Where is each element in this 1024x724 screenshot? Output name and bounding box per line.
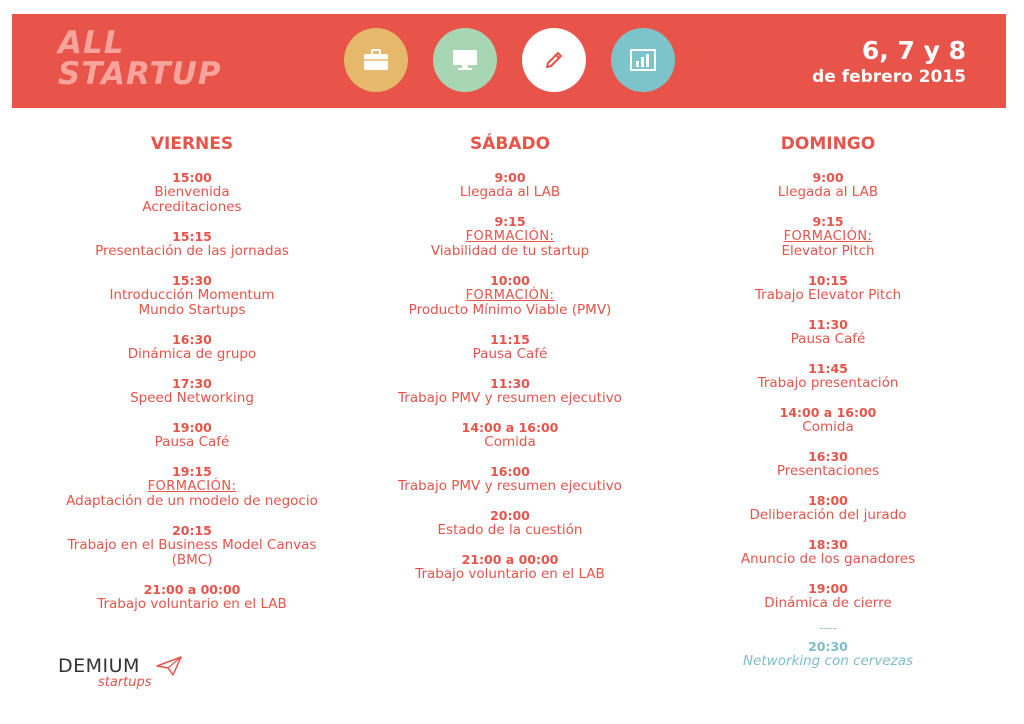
- event-time: 18:30: [808, 537, 848, 552]
- event-time: 16:30: [808, 449, 848, 464]
- header-banner: [12, 14, 1006, 108]
- event-time: 11:15: [490, 332, 530, 347]
- schedule-item: [42, 464, 342, 509]
- event-dates: [812, 36, 966, 88]
- event-time: 9:00: [812, 170, 844, 185]
- schedule-item: [678, 537, 978, 567]
- logo-line-2: STARTUP: [58, 56, 222, 92]
- event-description: Viabilidad de tu startup: [430, 243, 590, 259]
- schedule-item: [42, 229, 342, 259]
- event-description: Trabajo PMV y resumen ejecutivo: [398, 390, 622, 406]
- event-description: Comida: [484, 434, 536, 450]
- event-time: 21:00 a 00:00: [143, 582, 241, 597]
- event-tag: FORMACIÓN:: [783, 229, 873, 244]
- logo-line-1: ALL: [58, 25, 125, 61]
- event-time: 14:00 a 16:00: [461, 420, 559, 435]
- event-tag: FORMACIÓN:: [147, 479, 237, 494]
- event-description: Comida: [802, 419, 854, 435]
- schedule-item: [678, 273, 978, 303]
- event-time: 15:15: [172, 229, 212, 244]
- event-time: 18:00: [808, 493, 848, 508]
- event-description: Trabajo presentación: [757, 375, 899, 391]
- monitor-icon[interactable]: [433, 28, 497, 92]
- event-time: 19:00: [808, 581, 848, 596]
- event-description: Producto Mínimo Viable (PMV): [408, 302, 612, 318]
- event-time: 16:30: [172, 332, 212, 347]
- brand-tagline: startups: [98, 675, 152, 690]
- event-time: 21:00 a 00:00: [461, 552, 559, 567]
- schedule-item: [678, 405, 978, 435]
- event-time: 15:30: [172, 273, 212, 288]
- event-time: 17:30: [172, 376, 212, 391]
- paper-plane-icon: [156, 656, 182, 676]
- event-time: 16:00: [490, 464, 530, 479]
- event-description: Acreditaciones: [142, 199, 242, 215]
- schedule-item-extra: [678, 639, 978, 669]
- schedule-item: [360, 170, 660, 200]
- event-time: 20:00: [490, 508, 530, 523]
- event-description: Adaptación de un modelo de negocio: [66, 493, 318, 509]
- schedule-item: [678, 493, 978, 523]
- dates-days: 6, 7 y 8: [861, 36, 966, 65]
- event-description: Introducción Momentum: [109, 287, 275, 303]
- schedule-item: [42, 170, 342, 215]
- schedule-item: [678, 581, 978, 611]
- schedule-item: [678, 449, 978, 479]
- event-description: Bienvenida: [154, 184, 230, 200]
- schedule-item: [678, 214, 978, 259]
- pencil-icon[interactable]: [522, 28, 586, 92]
- event-tag: FORMACIÓN:: [465, 288, 555, 303]
- day-column-sabado: [360, 132, 660, 596]
- schedule-item: [360, 552, 660, 582]
- event-description: Trabajo Elevator Pitch: [754, 287, 902, 303]
- event-description: Trabajo PMV y resumen ejecutivo: [398, 478, 622, 494]
- schedule-list: [42, 170, 342, 612]
- day-title: VIERNES: [150, 134, 234, 154]
- event-description: Pausa Café: [790, 331, 866, 347]
- event-description: Elevator Pitch: [781, 243, 875, 259]
- schedule-item: [42, 582, 342, 612]
- event-time: 11:30: [490, 376, 530, 391]
- demium-logo: [58, 656, 152, 690]
- schedule-item: [360, 214, 660, 259]
- event-description: Speed Networking: [130, 390, 254, 406]
- event-time: 19:00: [172, 420, 212, 435]
- schedule-item: [360, 464, 660, 494]
- event-time: 9:15: [812, 214, 844, 229]
- schedule-item: [360, 420, 660, 450]
- event-description: Anuncio de los ganadores: [740, 551, 916, 567]
- schedule-list: [678, 170, 978, 611]
- event-time: 19:15: [172, 464, 212, 479]
- event-time: 9:15: [494, 214, 526, 229]
- event-description: Trabajo voluntario en el LAB: [97, 596, 287, 612]
- event-description: Estado de la cuestión: [437, 522, 583, 538]
- event-description: Dinámica de grupo: [127, 346, 257, 362]
- event-time: 9:00: [494, 170, 526, 185]
- event-logo: [58, 25, 228, 104]
- event-time: 14:00 a 16:00: [779, 405, 877, 420]
- event-description: Llegada al LAB: [459, 184, 561, 200]
- schedule-item: [360, 273, 660, 318]
- schedule-item: [42, 273, 342, 318]
- event-time: 20:30: [808, 639, 848, 654]
- day-title: DOMINGO: [780, 134, 876, 154]
- schedule-item: [42, 523, 342, 568]
- schedule-item: [360, 332, 660, 362]
- event-description: Llegada al LAB: [777, 184, 879, 200]
- chart-icon[interactable]: [611, 28, 675, 92]
- schedule-item: [42, 376, 342, 406]
- day-title: SÁBADO: [469, 134, 551, 154]
- event-description: (BMC): [171, 552, 213, 568]
- briefcase-icon[interactable]: [344, 28, 408, 92]
- schedule-item: [678, 170, 978, 200]
- event-time: 15:00: [172, 170, 212, 185]
- event-description: Mundo Startups: [138, 302, 246, 318]
- event-description: Presentaciones: [776, 463, 880, 479]
- day-column-viernes: [42, 132, 342, 626]
- schedule-item: [678, 361, 978, 391]
- event-time: 10:15: [808, 273, 848, 288]
- dates-month-year: de febrero 2015: [812, 67, 966, 87]
- schedule-item: [42, 332, 342, 362]
- brand-name: DEMIUM: [58, 655, 140, 677]
- event-description: Trabajo voluntario en el LAB: [415, 566, 605, 582]
- event-tag: FORMACIÓN:: [465, 229, 555, 244]
- schedule-item: [360, 508, 660, 538]
- event-description: Presentación de las jornadas: [95, 243, 289, 259]
- event-description: Dinámica de cierre: [764, 595, 892, 611]
- schedule-item: [678, 317, 978, 347]
- event-description: Pausa Café: [154, 434, 230, 450]
- event-description: Pausa Café: [472, 346, 548, 362]
- event-time: 11:45: [808, 361, 848, 376]
- schedule-list: [360, 170, 660, 582]
- event-time: 11:30: [808, 317, 848, 332]
- event-time: 20:15: [172, 523, 212, 538]
- separator: ----: [819, 621, 837, 635]
- schedule-item: [42, 420, 342, 450]
- event-description: Deliberación del jurado: [749, 507, 907, 523]
- schedule-item: [360, 376, 660, 406]
- event-time: 10:00: [490, 273, 530, 288]
- day-column-domingo: [678, 132, 978, 683]
- event-description: Networking con cervezas: [742, 653, 914, 669]
- event-description: Trabajo en el Business Model Canvas: [67, 537, 317, 553]
